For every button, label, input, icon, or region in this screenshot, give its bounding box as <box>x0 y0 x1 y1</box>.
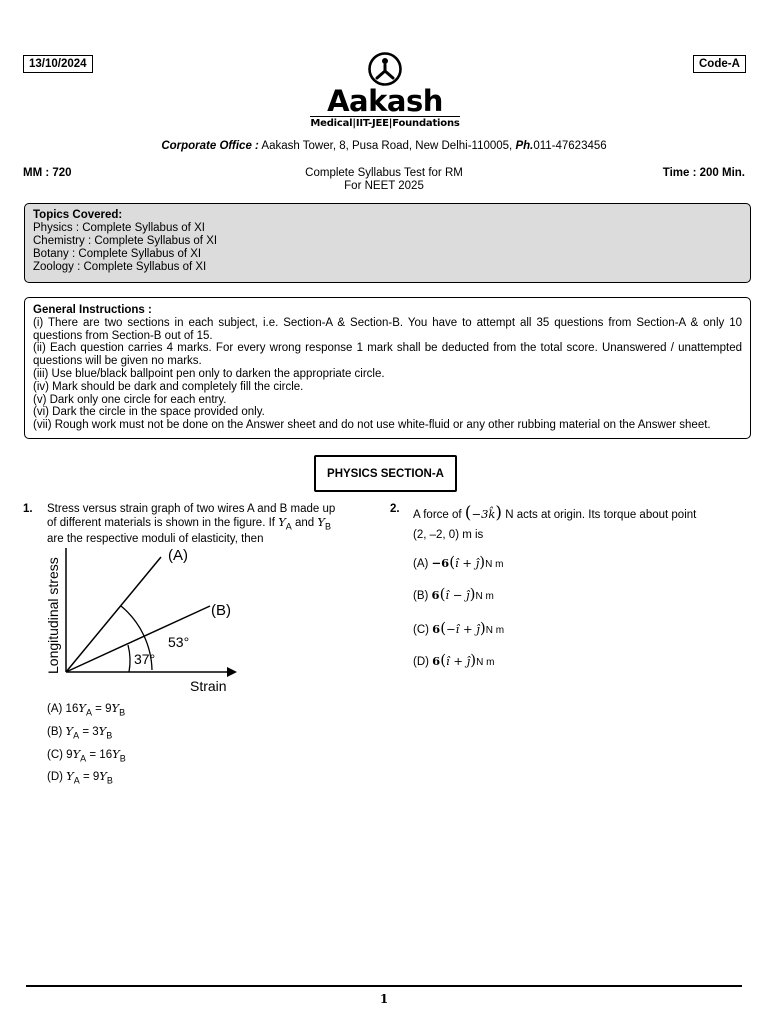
q2-option: (D) 6(î + ĵ)N m <box>413 651 495 669</box>
angle-53-label: 53° <box>168 634 190 650</box>
instruction-item: (ii) Each question carries 4 marks. For every wrong response 1 mark shall be deducted from the total score. Unanswered / unattempted questions will be given no marks. <box>33 342 742 368</box>
date: 13/10/2024 <box>29 58 87 70</box>
topic-item: Botany : Complete Syllabus of XI <box>33 248 202 260</box>
q2-number: 2. <box>390 503 400 515</box>
instructions-title: General Instructions : <box>33 304 152 316</box>
instruction-item: (vii) Rough work must not be done on the Answer sheet and do not use white-fluid or any other rubbing material on the Answer sheet. <box>33 419 711 432</box>
time-limit: Time : 200 Min. <box>662 167 745 179</box>
phone-label: Ph. <box>515 140 534 152</box>
office-label: Corporate Office : <box>161 140 259 152</box>
stress-strain-graph <box>40 542 245 694</box>
brand-logo <box>310 52 460 129</box>
topics-title: Topics Covered: <box>33 209 123 221</box>
office-address: Aakash Tower, 8, Pusa Road, New Delhi-110005, <box>258 140 516 152</box>
q1-line: of different materials is shown in the figure. If $Y_A$ and $Y_B$ <box>47 515 331 532</box>
aakash-emblem-icon <box>366 52 404 86</box>
y-axis-label: Longitudinal stress <box>45 557 61 674</box>
page-number: 1 <box>379 992 389 1006</box>
code-box <box>693 55 746 73</box>
phone-number: 011-47623456 <box>533 140 607 152</box>
test-title <box>234 167 534 193</box>
q1-number: 1. <box>23 503 33 515</box>
test-for: For NEET 2025 <box>344 180 424 192</box>
date-box <box>23 55 93 73</box>
q1-text <box>47 503 350 546</box>
instructions-box <box>24 297 751 439</box>
angle-37-label: 37° <box>134 651 156 667</box>
section-title: PHYSICS SECTION-A <box>327 467 444 480</box>
instruction-item: (vi) Dark the circle in the space provided only. <box>33 406 265 419</box>
q2-option: (A) −6(î + ĵ)N m <box>413 553 504 571</box>
corporate-office-line <box>0 140 768 152</box>
instruction-item: (iii) Use blue/black ballpoint pen only to darken the appropriate circle. <box>33 367 385 380</box>
topic-item: Chemistry : Complete Syllabus of XI <box>33 235 218 247</box>
x-axis-label: Strain <box>190 678 227 694</box>
instruction-item: (iv) Mark should be dark and completely fill the circle. <box>33 380 304 393</box>
q1-option: (B) $Y_A = 3Y_B$ <box>47 724 113 741</box>
topic-item: Zoology : Complete Syllabus of XI <box>33 261 207 273</box>
topics-box <box>24 203 751 283</box>
line-b-label: (B) <box>211 602 231 619</box>
q2-option: (C) 6(−î + ĵ)N m <box>413 619 505 637</box>
q1-line: are the respective moduli of elasticity, then <box>47 533 264 546</box>
instruction-item: (v) Dark only one circle for each entry. <box>33 393 227 406</box>
q1-line: Stress versus strain graph of two wires A and B made up <box>47 503 336 515</box>
angle-arc-37 <box>128 645 130 672</box>
x-axis-arrow-icon <box>227 667 237 677</box>
topic-item: Physics : Complete Syllabus of XI <box>33 222 205 234</box>
q2-text: A force of (−3k̂) N acts at origin. Its torque about point (2, –2, 0) m is <box>413 503 697 541</box>
paper-code: Code-A <box>699 58 740 70</box>
brand-name: Aakash <box>327 84 443 118</box>
q1-option: (C) $9Y_A = 16Y_B$ <box>47 747 126 764</box>
test-name: Complete Syllabus Test for RM <box>305 167 463 179</box>
line-a-label: (A) <box>168 547 188 564</box>
brand-tagline: Medical|IIT-JEE|Foundations <box>310 118 460 129</box>
max-marks: MM : 720 <box>23 167 72 179</box>
q2-option: (B) 6(î − ĵ)N m <box>413 585 494 603</box>
section-title-box <box>314 455 457 492</box>
q1-option: (A) $16Y_A = 9Y_B$ <box>47 701 126 718</box>
q1-option: (D) $Y_A = 9Y_B$ <box>47 769 113 786</box>
instruction-item: (i) There are two sections in each subject, i.e. Section-A & Section-B. You have to attempt all 35 questions from Section-A & only 10 questions from Section-B out of 15. <box>33 316 742 342</box>
footer-rule <box>26 985 742 987</box>
